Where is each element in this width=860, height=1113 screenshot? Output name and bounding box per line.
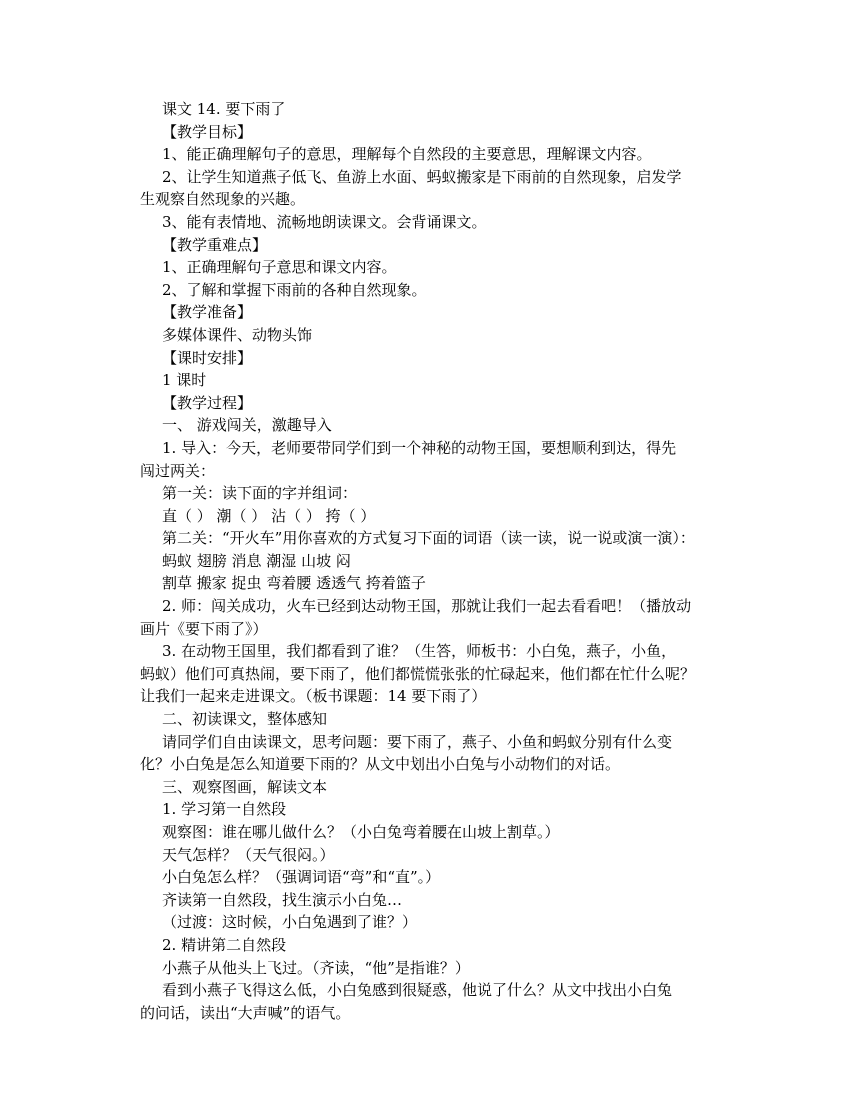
text-line: 蚂蚁）他们可真热闹，要下雨了，他们都慌慌张张的忙碌起来，他们都在忙什么呢？ (140, 664, 696, 683)
text-line: 三、观察图画，解读文本 (162, 777, 328, 796)
text-line: 1、能正确理解句子的意思，理解每个自然段的主要意思，理解课文内容。 (162, 145, 652, 164)
text-line: 一、 游戏闯关，激趣导入 (162, 416, 332, 435)
text-line: 的问话，读出“大声喊”的语气。 (140, 1003, 351, 1022)
text-line: 3、能有表情地、流畅地朗读课文。会背诵课文。 (162, 212, 487, 231)
text-line: 1. 导入：今天，老师要带同学们到一个神秘的动物王国，要想顺利到达，得先 (162, 438, 677, 457)
text-line: 3. 在动物王国里，我们都看到了谁？（生答，师板书：小白兔，燕子，小鱼， (162, 642, 677, 661)
text-line: 割草 搬家 捉虫 弯着腰 透透气 挎着篮子 (162, 574, 426, 593)
text-line: 【教学重难点】 (162, 235, 268, 254)
text-line: 小燕子从他头上飞过。（齐读，“他”是指谁？） (162, 958, 470, 977)
text-line: 蚂蚁 翅膀 消息 潮湿 山坡 闷 (162, 551, 351, 570)
text-line: 化？小白兔是怎么知道要下雨的？从文中划出小白兔与小动物们的对话。 (140, 755, 621, 774)
text-line: 多媒体课件、动物头饰 (162, 325, 313, 344)
text-line: 1. 学习第一自然段 (162, 800, 287, 819)
text-line: 2. 精讲第二自然段 (162, 935, 287, 954)
text-line: 2. 师：闯关成功，火车已经到达动物王国，那就让我们一起去看看吧！（播放动 (162, 597, 692, 616)
text-line: 小白兔怎么样？（强调词语“弯”和“直”。） (162, 868, 441, 887)
text-line: 【教学准备】 (162, 303, 253, 322)
text-line: 【教学目标】 (162, 122, 253, 141)
document-title: 课文 14. 要下雨了 (162, 100, 286, 118)
text-line: 观察图：谁在哪儿做什么？（小白兔弯着腰在山坡上割草。） (162, 823, 560, 841)
text-line: 【教学过程】 (162, 393, 253, 412)
text-line: 1 课时 (162, 371, 207, 390)
text-line: 第二关：“开火车”用你喜欢的方式复习下面的词语（读一读，说一说或演一演）： (162, 529, 695, 548)
text-line: 闯过两关： (140, 461, 216, 480)
text-line: 生观察自然现象的兴趣。 (140, 190, 306, 209)
text-line: 第一关：读下面的字并组词： (162, 484, 358, 503)
text-line: 看到小燕子飞得这么低，小白兔感到很疑惑，他说了什么？从文中找出小白兔 (162, 981, 673, 1000)
text-line: 2、让学生知道燕子低飞、鱼游上水面、蚂蚁搬家是下雨前的自然现象，启发学 (162, 167, 682, 186)
text-line: 让我们一起来走进课文。（板书课题：14 要下雨了） (140, 687, 487, 706)
text-line: 2、了解和掌握下雨前的各种自然现象。 (162, 280, 427, 299)
text-line: 画片《要下雨了》） (140, 619, 268, 638)
text-line: 【课时安排】 (162, 348, 253, 367)
text-line: （过渡：这时候，小白兔遇到了谁？） (162, 913, 418, 932)
document-body (140, 98, 702, 1024)
text-line: 二、初读课文，整体感知 (162, 710, 328, 729)
text-line: 1、正确理解句子意思和课文内容。 (162, 258, 397, 277)
text-line: 天气怎样？（天气很闷。） (162, 845, 335, 864)
text-line: 齐读第一自然段，找生演示小白兔… (162, 890, 403, 909)
text-line: 请同学们自由读课文，思考问题：要下雨了，燕子、小鱼和蚂蚁分别有什么变 (162, 732, 673, 751)
text-line: 直（ ） 潮（ ） 沾（ ） 挎（ ） (162, 506, 376, 525)
